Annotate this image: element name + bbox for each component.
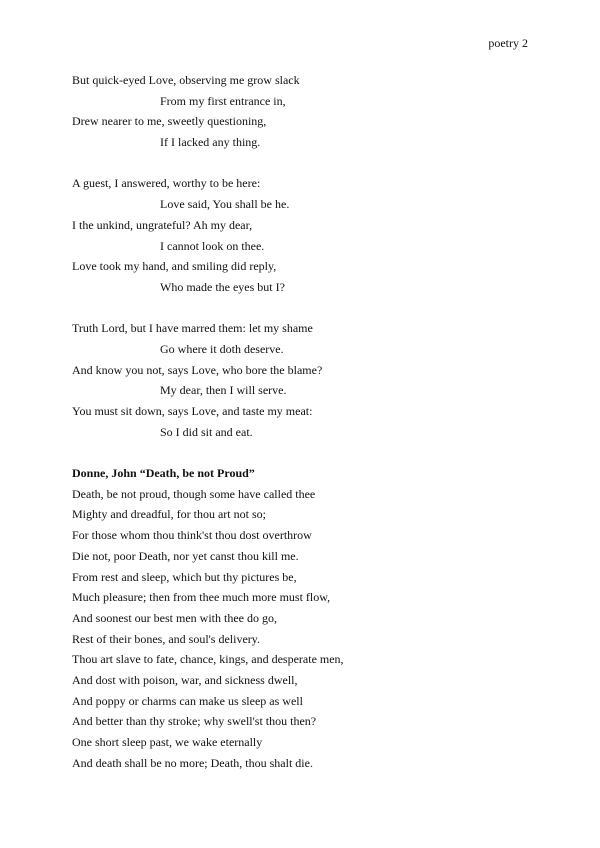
- stanza-3: [72, 318, 552, 442]
- poem-line: Love said, You shall be he.: [160, 197, 290, 212]
- poem-line: Mighty and dreadful, for thou art not so;: [72, 507, 266, 522]
- poem-line: So I did sit and eat.: [160, 424, 253, 439]
- poem-line: Die not, poor Death, nor yet canst thou kill me.: [72, 548, 299, 563]
- donne-poem: [72, 484, 552, 774]
- poem-line: I cannot look on thee.: [160, 238, 265, 253]
- stanza-1: [72, 70, 552, 153]
- poem-line: Rest of their bones, and soul's delivery.: [72, 631, 261, 646]
- poem-line: If I lacked any thing.: [160, 135, 261, 150]
- poem-line: Go where it doth deserve.: [160, 341, 284, 356]
- poem-line: From my first entrance in,: [160, 93, 286, 108]
- poem-line: From rest and sleep, which but thy pictures be,: [72, 569, 297, 584]
- poem-line: And better than thy stroke; why swell'st thou then?: [72, 714, 317, 729]
- poem-line: Truth Lord, but I have marred them: let my shame: [72, 321, 313, 336]
- poem-line: Drew nearer to me, sweetly questioning,: [72, 114, 267, 129]
- poem-line: And death shall be no more; Death, thou shalt die.: [72, 755, 313, 770]
- poem-line: And soonest our best men with thee do go,: [72, 610, 277, 625]
- poem-line: My dear, then I will serve.: [160, 383, 287, 398]
- poem-line: Much pleasure; then from thee much more must flow,: [72, 590, 331, 605]
- stanza-gap: [72, 153, 552, 174]
- poem-line: For those whom thou think'st thou dost overthrow: [72, 528, 312, 543]
- poem-line: And know you not, says Love, who bore the blame?: [72, 362, 323, 377]
- poem-line: One short sleep past, we wake eternally: [72, 735, 263, 749]
- poem-title: Donne, John “Death, be not Proud”: [72, 466, 255, 481]
- stanza-gap: [72, 298, 552, 319]
- poem-line: Love took my hand, and smiling did reply,: [72, 259, 277, 274]
- poem-line: And poppy or charms can make us sleep as well: [72, 693, 303, 708]
- poem-line: Death, be not proud, though some have called thee: [72, 486, 316, 501]
- poem-line: You must sit down, says Love, and taste my meat:: [72, 404, 313, 418]
- poem-text: [72, 70, 552, 773]
- stanza-gap: [72, 442, 552, 463]
- page-header: poetry 2: [488, 36, 528, 50]
- poem-line: Who made the eyes but I?: [160, 279, 285, 294]
- poem-line: But quick-eyed Love, observing me grow slack: [72, 73, 300, 87]
- poem-line: I the unkind, ungrateful? Ah my dear,: [72, 217, 253, 232]
- poem-line: And dost with poison, war, and sickness dwell,: [72, 672, 298, 687]
- poem-line: A guest, I answered, worthy to be here:: [72, 176, 261, 191]
- poem-line: Thou art slave to fate, chance, kings, and desperate men,: [72, 652, 344, 667]
- stanza-2: [72, 173, 552, 297]
